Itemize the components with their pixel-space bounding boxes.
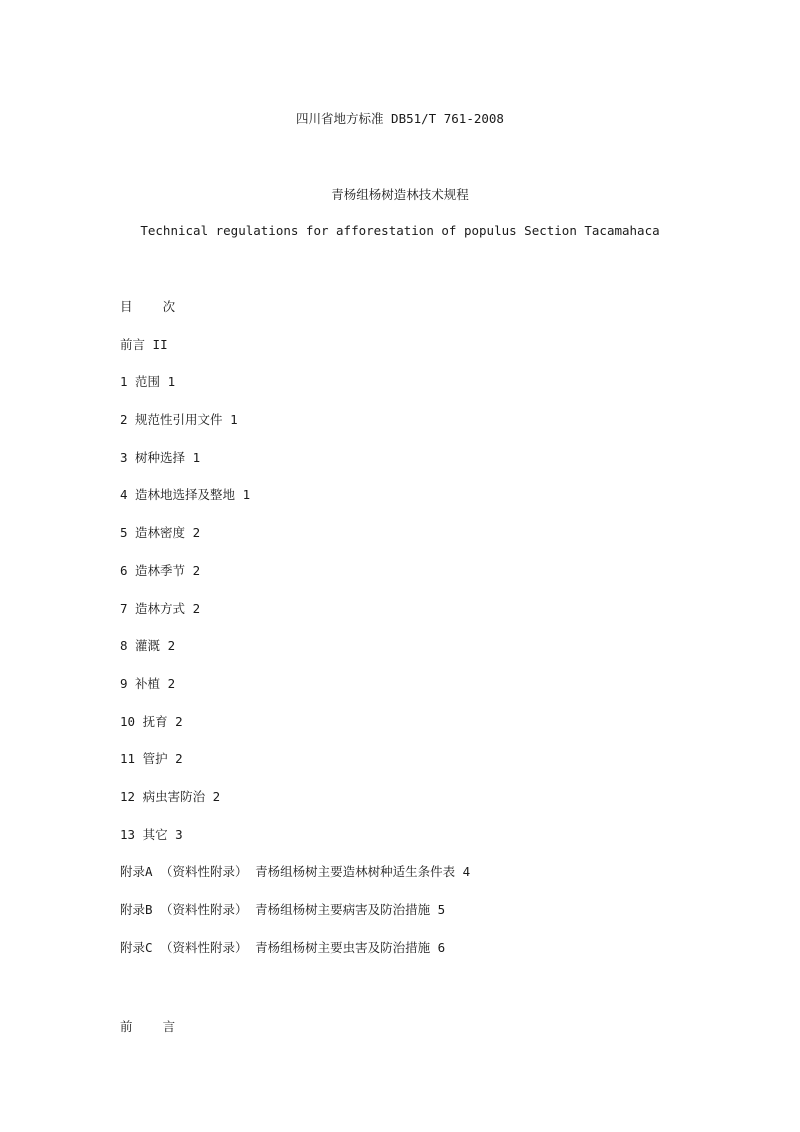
toc-item-page: 2	[192, 562, 201, 578]
toc-item[interactable]	[120, 450, 470, 488]
toc-item-label: 13 其它	[120, 826, 168, 842]
toc-heading: 目 次	[120, 299, 176, 314]
toc-item-appendix[interactable]	[120, 940, 470, 978]
toc-item-page: 1	[242, 487, 251, 503]
toc-item-label: 5 造林密度	[120, 525, 186, 541]
toc-item-page: 2	[192, 525, 201, 541]
toc-item-page: 4	[462, 864, 471, 880]
toc-item[interactable]	[120, 563, 470, 601]
table-of-contents	[120, 299, 470, 977]
toc-item-page: II	[152, 336, 168, 352]
toc-item[interactable]	[120, 676, 470, 714]
toc-item[interactable]	[120, 714, 470, 752]
toc-item-label: 附录C （资料性附录） 青杨组杨树主要虫害及防治措施	[120, 939, 431, 955]
toc-item-page: 6	[437, 939, 446, 955]
toc-item[interactable]	[120, 789, 470, 827]
toc-item-label: 12 病虫害防治	[120, 788, 206, 804]
toc-item-label: 2 规范性引用文件	[120, 412, 223, 428]
toc-item-label: 8 灌溉	[120, 638, 161, 654]
toc-item-label: 4 造林地选择及整地	[120, 487, 236, 503]
toc-item-label: 3 树种选择	[120, 449, 186, 465]
toc-item-label: 附录B （资料性附录） 青杨组杨树主要病害及防治措施	[120, 902, 431, 917]
toc-item[interactable]	[120, 337, 470, 375]
toc-item[interactable]	[120, 525, 470, 563]
toc-item-page: 2	[167, 638, 176, 654]
toc-item-page: 2	[192, 600, 201, 616]
toc-item[interactable]	[120, 601, 470, 639]
toc-item-appendix[interactable]	[120, 902, 470, 940]
toc-item[interactable]	[120, 412, 470, 450]
toc-item-page: 1	[167, 374, 176, 390]
toc-item[interactable]	[120, 638, 470, 676]
toc-item[interactable]	[120, 374, 470, 412]
toc-item-page: 3	[175, 826, 183, 842]
toc-item-label: 前言	[120, 336, 146, 352]
toc-item-label: 9 补植	[120, 675, 161, 691]
toc-item-label: 7 造林方式	[120, 600, 186, 616]
standard-number: 四川省地方标准 DB51/T 761-2008	[296, 111, 504, 126]
toc-item-page: 2	[212, 788, 221, 804]
toc-item-label: 附录A （资料性附录） 青杨组杨树主要造林树种适生条件表	[120, 864, 456, 880]
toc-item-label: 6 造林季节	[120, 562, 186, 578]
toc-item-page: 1	[230, 412, 238, 428]
preface-heading: 前 言	[120, 1019, 176, 1034]
toc-item-page: 1	[192, 449, 201, 465]
document-title-cn: 青杨组杨树造林技术规程	[331, 187, 469, 202]
toc-item-appendix[interactable]	[120, 864, 470, 902]
document-title-en: Technical regulations for afforestation of populus Section Tacamahaca	[140, 223, 660, 238]
toc-item[interactable]	[120, 751, 470, 789]
toc-item-page: 5	[437, 902, 446, 917]
toc-item-page: 2	[167, 675, 176, 691]
toc-item-label: 11 管护	[120, 751, 168, 767]
toc-item[interactable]	[120, 827, 470, 865]
toc-item-label: 10 抚育	[120, 713, 168, 729]
toc-item[interactable]	[120, 487, 470, 525]
toc-item-page: 2	[175, 751, 183, 767]
toc-item-label: 1 范围	[120, 374, 161, 390]
toc-item-page: 2	[175, 713, 183, 729]
